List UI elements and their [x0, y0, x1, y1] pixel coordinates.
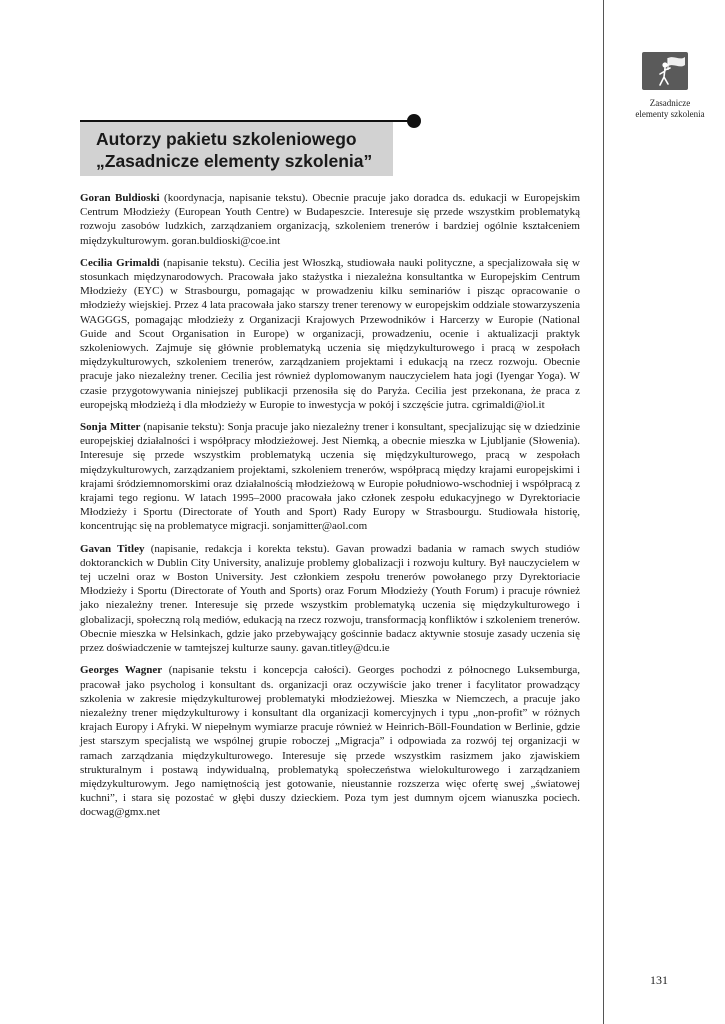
- author-bio-wagner: [80, 663, 580, 819]
- title-rule-dot: [407, 114, 421, 128]
- author-name: Goran Buldioski: [80, 192, 160, 204]
- author-bio-mitter: [80, 420, 580, 534]
- author-description: (napisanie tekstu i koncepcja całości). Georges pochodzi z północnego Luksemburga, pracował jako psycholog i konsultant ds. organizacji oraz oczywiście jako trener i facylitator prowadzący szkolenia w zakresie międzykulturowej problematyki młodzieżowej. Mieszka w Niemczech, a pracuje jako niezależny trener międzykulturowy i konsultant dla organizacji komercyjnych i typu „non-profit” w różnych krajach Europy i Afryki. W niepełnym wymiarze pracuje również w Heinrich-Böll-Foundation w Berlinie, gdzie jest starszym specjalistą we wspólnej grupie roboczej „Migracja” i odpowiada za rozwój tej organizacji w ramach zarządzania międzykulturowego. Interesuje się przede wszystkim rasizmem jako zjawiskiem strukturalnym i postawą indywidualną, problematyką społeczeństwa wielokulturowego i zarządzaniem międzykulturowym. Jego namiętnością jest gotowanie, nieustannie rozszerza więc ofertę swej „światowej kuchni”, i stara się pozostać w głębi duszy dzieckiem. Poza tym jest dumnym ojcem wianuszka pociech. docwag@gmx.net: [80, 664, 580, 819]
- page-title-line-1: Autorzy pakietu szkoleniowego: [96, 129, 357, 149]
- author-name: Sonja Mitter: [80, 421, 141, 434]
- page-title: [80, 122, 393, 176]
- author-bio-grimaldi: [80, 256, 580, 412]
- author-name: Georges Wagner: [80, 664, 163, 677]
- author-bio-titley: [80, 542, 580, 656]
- section-label-line-2: elementy szkolenia: [635, 109, 705, 119]
- page-number: 131: [650, 973, 668, 987]
- author-bio-buldioski: [80, 191, 580, 248]
- authors-list: [80, 191, 580, 828]
- author-description: (napisanie, redakcja i korekta tekstu). Gavan prowadzi badania w ramach swych studiów doktoranckich w Dublin City University, analizuje problemy globalizacji i rozwoju kultury. Był nauczycielem w tej uczelni oraz w Boston University. Jest członkiem zespołu trenerów powołanego przy Dyrektoriacie Młodzieży i Sportu (Directorate of Youth and Sports) oraz Forum Młodzieży (Youth Forum) i pracuje również jako niezależny trener. Interesuje się przede wszystkim problematyką uczenia się międzykulturowego i globalizacji, społeczną rolą mediów, edukacją na rzecz rozwoju, transformacją konfliktów i szkoleniem trenerów. Obecnie mieszka w Helsinkach, gdzie jako przebywający gościnnie badacz aktywnie stosuje zasady uczenia się przez doświadczenie w tamtejszej kulturze sauny. gavan.titley@dcu.ie: [80, 542, 580, 655]
- author-description: (napisanie tekstu). Cecilia jest Włoszką, studiowała nauki polityczne, a specjalizowała się w stosunkach międzynarodowych. Pracowała jako stażystka i niezależna konsultantka w Europejskim Centrum Młodzieży (EYC) w Strasbourgu, pomagając w prowadzeniu kilku seminariów i pisząc opracowanie o młodzieży wiejskiej. Przez 4 lata pracowała jako starszy trener terenowy w europejskim oddziale stowarzyszenia WAGGGS, pomagając młodzieży z Organizacji Krajowych Przewodników i Harcerzy w Europie (National Guide and Scout Organisation in Europe) w organizacji, prowadzeniu, ocenie i aktualizacji praktyk szkoleniowych. Zajmuje się głównie problematyką uczenia się międzykulturowego i pracą w zespołach międzykulturowych, szkoleniem trenerów, zarządzaniem projektami i edukacją na rzecz rozwoju. Obecnie pracuje jako niezależny trener. Cecilia jest również dyplomowanym nauczycielem hata jogi (Iyengar Yoga). W czasie przygotowywania niniejszej publikacji przenosiła się do Paryża. Cecilia jest przekonana, że praca z europejską młodzieżą i dla młodzieży w Europie to inwestycja w pokój i szczęście jutra. cgrimaldi@iol.it: [80, 256, 581, 411]
- section-label-line-1: Zasadnicze: [649, 98, 691, 108]
- author-description: (koordynacja, napisanie tekstu). Obecnie pracuje jako doradca ds. edukacji w Europejskim Centrum Młodzieży (European Youth Centre) w Budapeszcie. Interesuje się przede wszystkim problematyką rozwoju zasobów ludzkich, zarządzaniem organizacją, szkoleniem trenerów i bardziej ogólnie kształceniem międzykulturowym. goran.buldioski@coe.int: [80, 192, 580, 247]
- section-label: [615, 98, 725, 120]
- person-with-flag-icon: [642, 52, 688, 90]
- author-name: Cecilia Grimaldi: [80, 256, 160, 269]
- author-description: (napisanie tekstu): Sonja pracuje jako niezależny trener i konsultant, specjalizując się w dziedzinie europejskiej działalności i współpracy młodzieżowej. Jest Niemką, a obecnie mieszka w Ljubljanie (Słowenia). Interesuje się przede wszystkim problematyką uczenia się międzykulturowego, pracą w zespołach międzykulturowych, zarządzaniem projektami, szkoleniem trenerów, współpracą między krajami europejskimi i krajami śródziemnomorskimi oraz działalnością młodzieżową w Europie południowo-wschodniej i współpracą z krajami tego regionu. W latach 1995–2000 pracowała jako członek zespołu edukacyjnego w Dyrektoriacie Młodzieży i Sportu (Directorate of Youth and Sport) Rady Europy w Strasbourgu. Studiowała historię, koncentrując się na problematyce migracji. sonjamitter@aol.com: [80, 421, 580, 533]
- page-title-line-2: „Zasadnicze elementy szkolenia”: [96, 151, 373, 171]
- author-name: Gavan Titley: [80, 542, 145, 555]
- margin-rule: [603, 0, 604, 1024]
